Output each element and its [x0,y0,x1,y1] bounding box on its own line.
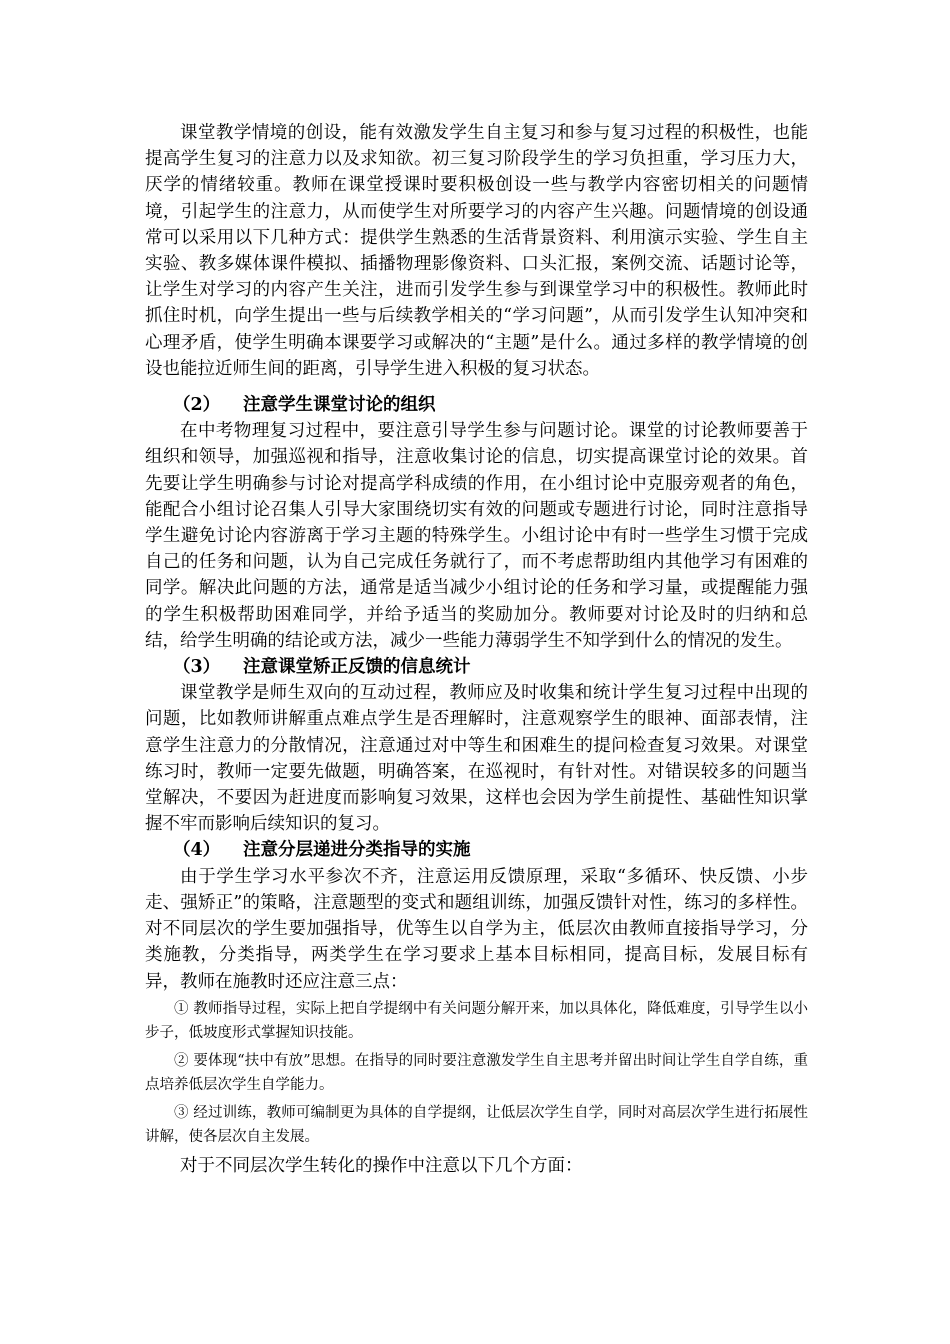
section-title: 注意学生课堂讨论的组织 [243,395,436,416]
list-item: ② 要体现“扶中有放”思想。在指导的同时要注意激发学生自主思考并留出时间让学生自学自练，重点培养低层次学生自学能力。 [145,1052,808,1093]
document-body [145,120,808,1179]
section-number: （4） [173,840,221,861]
section-4-paragraph: 由于学生学习水平参次不齐，注意运用反馈原理，采取“多循环、快反馈、小步走、强矫正”的策略，注意题型的变式和题组训练，加强反馈针对性，练习的多样性。对不同层次的学生要加强指导，优等生以自学为主，低层次由教师直接指导学习，分类施教，分类指导，两类学生在学习要求上基本目标相同，提高目标，发展目标有异，教师在施教时还应注意三点： [145,866,808,992]
section-number: （3） [173,657,221,678]
section-number: （2） [173,395,221,416]
section-title: 注意分层递进分类指导的实施 [243,840,471,861]
closing-paragraph: 对于不同层次学生转化的操作中注意以下几个方面： [180,1155,583,1176]
section-heading-4 [145,837,808,863]
intro-paragraph: 课堂教学情境的创设，能有效激发学生自主复习和参与复习过程的积极性，也能提高学生复习的注意力以及求知欲。初三复习阶段学生的学习负担重，学习压力大，厌学的情绪较重。教师在课堂授课时要积极创设一些与教学内容密切相关的问题情境，引起学生的注意力，从而使学生对所要学习的内容产生兴趣。问题情境的创设通常可以采用以下几种方式：提供学生熟悉的生活背景资料、利用演示实验、学生自主实验、教多媒体课件模拟、插播物理影像资料、口头汇报，案例交流、话题讨论等，让学生对学习的内容产生关注，进而引发学生参与到课堂学习中的积极性。教师此时抓住时机，向学生提出一些与后续教学相关的“学习问题”，从而引发学生认知冲突和心理矛盾，使学生明确本课要学习或解决的“主题”是什么。通过多样的教学情境的创设也能拉近师生间的距离，引导学生进入积极的复习状态。 [145,123,808,379]
list-item: ③ 经过训练，教师可编制更为具体的自学提纲，让低层次学生自学，同时对高层次学生进行拓展性讲解，使各层次自主发展。 [145,1104,808,1145]
section-title: 注意课堂矫正反馈的信息统计 [243,657,471,678]
section-heading-3 [145,654,808,680]
spacer [145,382,808,392]
list-item: ① 教师指导过程，实际上把自学提纲中有关问题分解开来，加以具体化，降低难度，引导学生以小步子，低坡度形式掌握知识技能。 [145,1000,808,1041]
section-2-paragraph: 在中考物理复习过程中，要注意引导学生参与问题讨论。课堂的讨论教师要善于组织和领导，加强巡视和指导，注意收集讨论的信息，切实提高课堂讨论的效果。首先要让学生明确参与讨论对提高学科成绩的作用，在小组讨论中克服旁观者的角色，能配合小组讨论召集人引导大家围绕切实有效的问题或专题进行讨论，同时注意指导学生避免讨论内容游离于学习主题的特殊学生。小组讨论中有时一些学生习惯于完成自己的任务和问题，认为自己完成任务就行了，而不考虑帮助组内其他学习有困难的同学。解决此问题的方法，通常是适当减少小组讨论的任务和学习量，或提醒能力强的学生积极帮助困难同学，并给予适当的奖励加分。教师要对讨论及时的归纳和总结，给学生明确的结论或方法，减少一些能力薄弱学生不知学到什么的情况的发生。 [145,421,808,651]
section-heading-2 [145,392,808,418]
section-3-paragraph: 课堂教学是师生双向的互动过程，教师应及时收集和统计学生复习过程中出现的问题，比如教师讲解重点难点学生是否理解时，注意观察学生的眼神、面部表情，注意学生注意力的分散情况，注意通过对中等生和困难生的提问检查复习效果。对课堂练习时，教师一定要先做题，明确答案，在巡视时，有针对性。对错误较多的问题当堂解决，不要因为赶进度而影响复习效果，这样也会因为学生前提性、基础性知识掌握不牢而影响后续知识的复习。 [145,683,808,835]
